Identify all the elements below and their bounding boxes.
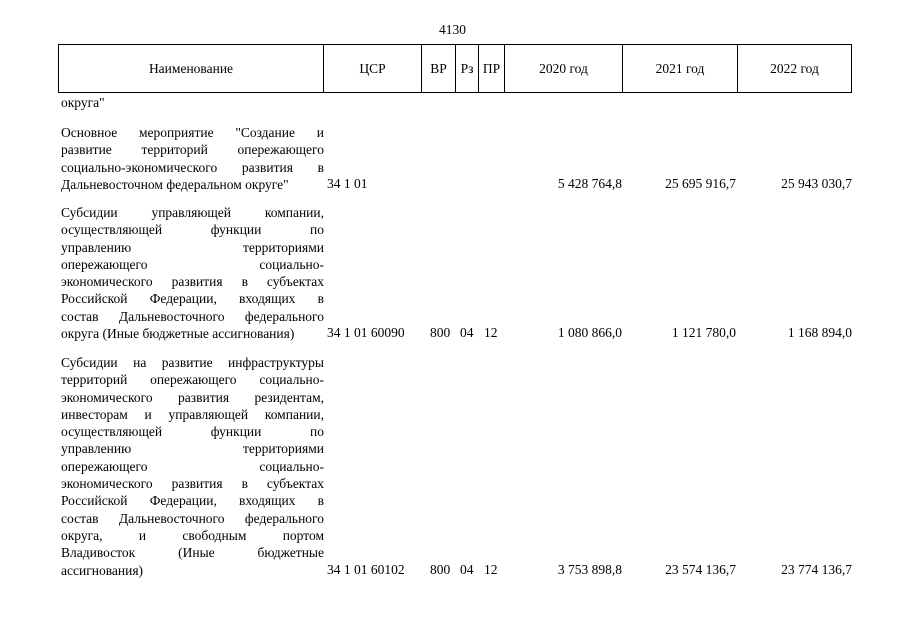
header-name: Наименование <box>59 45 324 92</box>
row-name-line: Российской Федерации, входящих в <box>61 493 324 509</box>
row-name-line: экономического развития в субъектах <box>61 476 324 492</box>
row-csr: 34 1 01 <box>327 176 368 191</box>
row-pr: 12 <box>484 325 498 340</box>
row-name-line: округа (Иные бюджетные ассигнования) <box>61 326 295 342</box>
row-name-line: Дальневосточном федеральном округе" <box>61 176 289 192</box>
row-name <box>61 124 324 193</box>
row-2020: 5 428 764,8 <box>557 176 622 191</box>
header-2020: 2020 год <box>505 45 623 92</box>
header-pr: ПР <box>479 45 505 92</box>
header-vr: ВР <box>422 45 456 92</box>
row-2020: 3 753 898,8 <box>557 562 622 577</box>
row-csr: 34 1 01 60102 <box>327 562 405 577</box>
row-name-line: состав Дальневосточного федерального <box>61 308 324 324</box>
row-vr: 800 <box>430 562 451 577</box>
row-vr: 800 <box>430 325 451 340</box>
row-name <box>61 94 324 111</box>
row-name-line: управлению территориями <box>61 239 324 255</box>
row-name-line: территорий опережающего социально- <box>61 372 324 388</box>
page-number: 4130 <box>439 22 466 37</box>
row-name-line: опережающего социально- <box>61 458 324 474</box>
header-csr: ЦСР <box>324 45 422 92</box>
row-name-line: Субсидии на развитие инфраструктуры <box>61 355 324 370</box>
row-rz: 04 <box>460 562 474 577</box>
row-2021: 1 121 780,0 <box>671 325 736 340</box>
row-pr: 12 <box>484 562 498 577</box>
row-name-line: Российской Федерации, входящих в <box>61 291 324 307</box>
row-name-line: управлению территориями <box>61 441 324 457</box>
row-name-line: опережающего социально- <box>61 256 324 272</box>
row-2022: 25 943 030,7 <box>781 176 852 191</box>
row-csr: 34 1 01 60090 <box>327 325 405 340</box>
row-name-line: Субсидии управляющей компании, <box>61 205 324 220</box>
row-name-line: ассигнования) <box>61 562 144 578</box>
row-name-line: округа" <box>61 95 105 110</box>
row-2022: 23 774 136,7 <box>781 562 852 577</box>
header-rz: Рз <box>456 45 479 92</box>
header-2021: 2021 год <box>623 45 738 92</box>
row-name-line: состав Дальневосточного федерального <box>61 510 324 526</box>
row-name <box>61 354 324 579</box>
header-2022: 2022 год <box>770 60 819 76</box>
row-name <box>61 204 324 342</box>
row-name-line: экономического развития в субъектах <box>61 274 324 290</box>
row-2022: 1 168 894,0 <box>787 325 852 340</box>
row-name-line: Владивосток (Иные бюджетные <box>61 545 324 561</box>
row-name-line: социально-экономического развития в <box>61 159 324 175</box>
row-2020: 1 080 866,0 <box>557 325 622 340</box>
row-name-line: округа, и свободным портом <box>61 527 324 543</box>
row-name-line: осуществляющей функции по <box>61 424 324 440</box>
row-2021: 25 695 916,7 <box>665 176 736 191</box>
row-2021: 23 574 136,7 <box>665 562 736 577</box>
row-name-line: экономического развития резидентам, <box>61 389 324 405</box>
row-rz: 04 <box>460 325 474 340</box>
row-name-line: осуществляющей функции по <box>61 222 324 238</box>
row-name-line: Основное мероприятие "Создание и <box>61 125 324 140</box>
row-name-line: развитие территорий опережающего <box>61 142 324 158</box>
table-header <box>58 44 852 93</box>
row-name-line: инвесторам и управляющей компании, <box>61 406 324 422</box>
